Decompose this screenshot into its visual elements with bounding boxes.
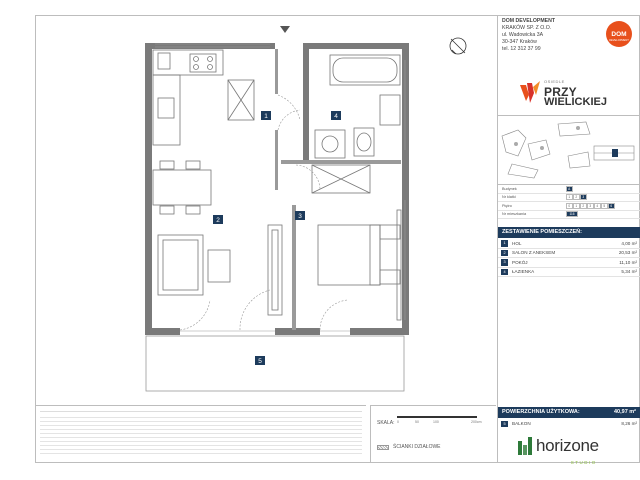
total-area-value: 40,97 m² bbox=[613, 409, 636, 415]
info-cell: 2 bbox=[573, 194, 580, 200]
side-panel bbox=[497, 15, 640, 463]
room-name: POKÓJ bbox=[512, 259, 528, 265]
rooms-list bbox=[498, 239, 640, 277]
room-label-5 bbox=[255, 356, 265, 365]
horizone-studio: STUDIO bbox=[570, 460, 597, 465]
room-area: 4,00 m² bbox=[621, 240, 637, 246]
info-cell: 116 bbox=[566, 211, 578, 217]
info-label: Piętro bbox=[502, 203, 512, 208]
dom-logo-sub: DEVELOPMENT bbox=[609, 39, 629, 42]
horizone-mark-icon bbox=[518, 435, 534, 455]
info-cell: 2 bbox=[580, 203, 587, 209]
info-cells bbox=[566, 194, 587, 200]
info-label: Nr mieszkania bbox=[502, 212, 527, 217]
balcony-row bbox=[498, 419, 640, 429]
room-label-1 bbox=[261, 111, 271, 120]
scale-tick: 100 bbox=[433, 420, 439, 424]
project-prefix: OSIEDLE bbox=[544, 79, 565, 84]
site-plan-drawing bbox=[498, 116, 640, 184]
info-cell: 1 bbox=[566, 194, 573, 200]
scale-label: SKALA: bbox=[377, 420, 395, 426]
total-area bbox=[498, 407, 640, 418]
project-line2: WIELICKIEJ bbox=[544, 96, 607, 108]
info-row bbox=[498, 194, 640, 203]
room-label-2 bbox=[213, 215, 223, 224]
company-info bbox=[502, 18, 555, 53]
room-area: 20,53 m² bbox=[618, 250, 637, 256]
horizone-logo bbox=[518, 435, 599, 465]
horizone-word: horizone bbox=[536, 436, 599, 455]
room-row bbox=[498, 268, 640, 278]
room-area: 8,26 m² bbox=[621, 421, 637, 427]
info-cell: 5 bbox=[601, 203, 608, 209]
dom-logo bbox=[606, 21, 632, 47]
info-row bbox=[498, 202, 640, 211]
total-area-label: POWIERZCHNIA UŻYTKOWA: bbox=[502, 409, 580, 415]
room-row bbox=[498, 249, 640, 259]
info-cell: 3 bbox=[580, 194, 587, 200]
hatch-swatch-icon bbox=[377, 445, 389, 450]
info-cell: 3 bbox=[587, 203, 594, 209]
room-row bbox=[498, 239, 640, 249]
project-line1: PRZY bbox=[544, 85, 577, 99]
apartment-info bbox=[498, 184, 640, 219]
svg-text:3: 3 bbox=[298, 213, 302, 220]
room-name: BALKON bbox=[512, 421, 531, 427]
info-cell: 6 bbox=[608, 203, 615, 209]
info-row bbox=[498, 185, 640, 194]
info-cells bbox=[566, 203, 615, 209]
company-phone: tel. 12 312 37 99 bbox=[502, 46, 541, 52]
info-cell: A bbox=[566, 186, 573, 192]
walls-legend bbox=[377, 444, 441, 450]
scale-tick: 200cm bbox=[471, 420, 482, 424]
dom-logo-text: DOM bbox=[611, 30, 627, 38]
room-number: 5 bbox=[501, 421, 508, 428]
company-name-2: KRAKÓW SP. Z O.O. bbox=[502, 25, 552, 31]
info-cell: 0 bbox=[566, 203, 573, 209]
info-cells bbox=[566, 211, 579, 217]
room-row bbox=[498, 258, 640, 268]
info-cell: 4 bbox=[594, 203, 601, 209]
room-name: HOL bbox=[512, 240, 522, 246]
room-area: 11,10 m² bbox=[619, 259, 637, 265]
company-name: DOM DEVELOPMENT bbox=[502, 18, 556, 24]
room-name: SALON Z ANEKSEM bbox=[512, 250, 556, 256]
room-label-4 bbox=[331, 111, 341, 120]
room-number: 2 bbox=[501, 250, 508, 257]
info-cells bbox=[566, 186, 573, 192]
room-number: 1 bbox=[501, 240, 508, 247]
scale-tick: 50 bbox=[415, 420, 419, 424]
project-logo-icon bbox=[520, 79, 540, 105]
info-label: Budynek bbox=[502, 186, 517, 191]
room-labels bbox=[36, 16, 496, 404]
room-number: 4 bbox=[501, 269, 508, 276]
company-street: ul. Wadowicka 3A bbox=[502, 32, 544, 38]
svg-text:2: 2 bbox=[216, 217, 220, 224]
room-area: 5,34 m² bbox=[621, 269, 637, 275]
svg-text:4: 4 bbox=[334, 113, 338, 120]
disclaimer-notes bbox=[36, 405, 366, 462]
site-plan bbox=[498, 115, 640, 183]
rooms-title: ZESTAWIENIE POMIESZCZEŃ: bbox=[498, 227, 640, 238]
svg-text:1: 1 bbox=[264, 113, 268, 120]
room-name: ŁAZIENKA bbox=[512, 269, 535, 275]
svg-text:5: 5 bbox=[258, 358, 262, 365]
company-city: 30-347 Kraków bbox=[502, 39, 537, 45]
scale-tick: 0 bbox=[397, 420, 399, 424]
floor-plan bbox=[36, 16, 496, 404]
info-label: Nr klatki bbox=[502, 195, 516, 200]
info-cell: 1 bbox=[573, 203, 580, 209]
info-row bbox=[498, 211, 640, 220]
room-number: 3 bbox=[501, 259, 508, 266]
scale-bar bbox=[397, 416, 457, 418]
scale-legend bbox=[370, 405, 496, 462]
project-brand bbox=[520, 77, 607, 107]
room-label-3 bbox=[295, 211, 305, 220]
walls-legend-label: ŚCIANKI DZIAŁOWE bbox=[393, 444, 441, 450]
